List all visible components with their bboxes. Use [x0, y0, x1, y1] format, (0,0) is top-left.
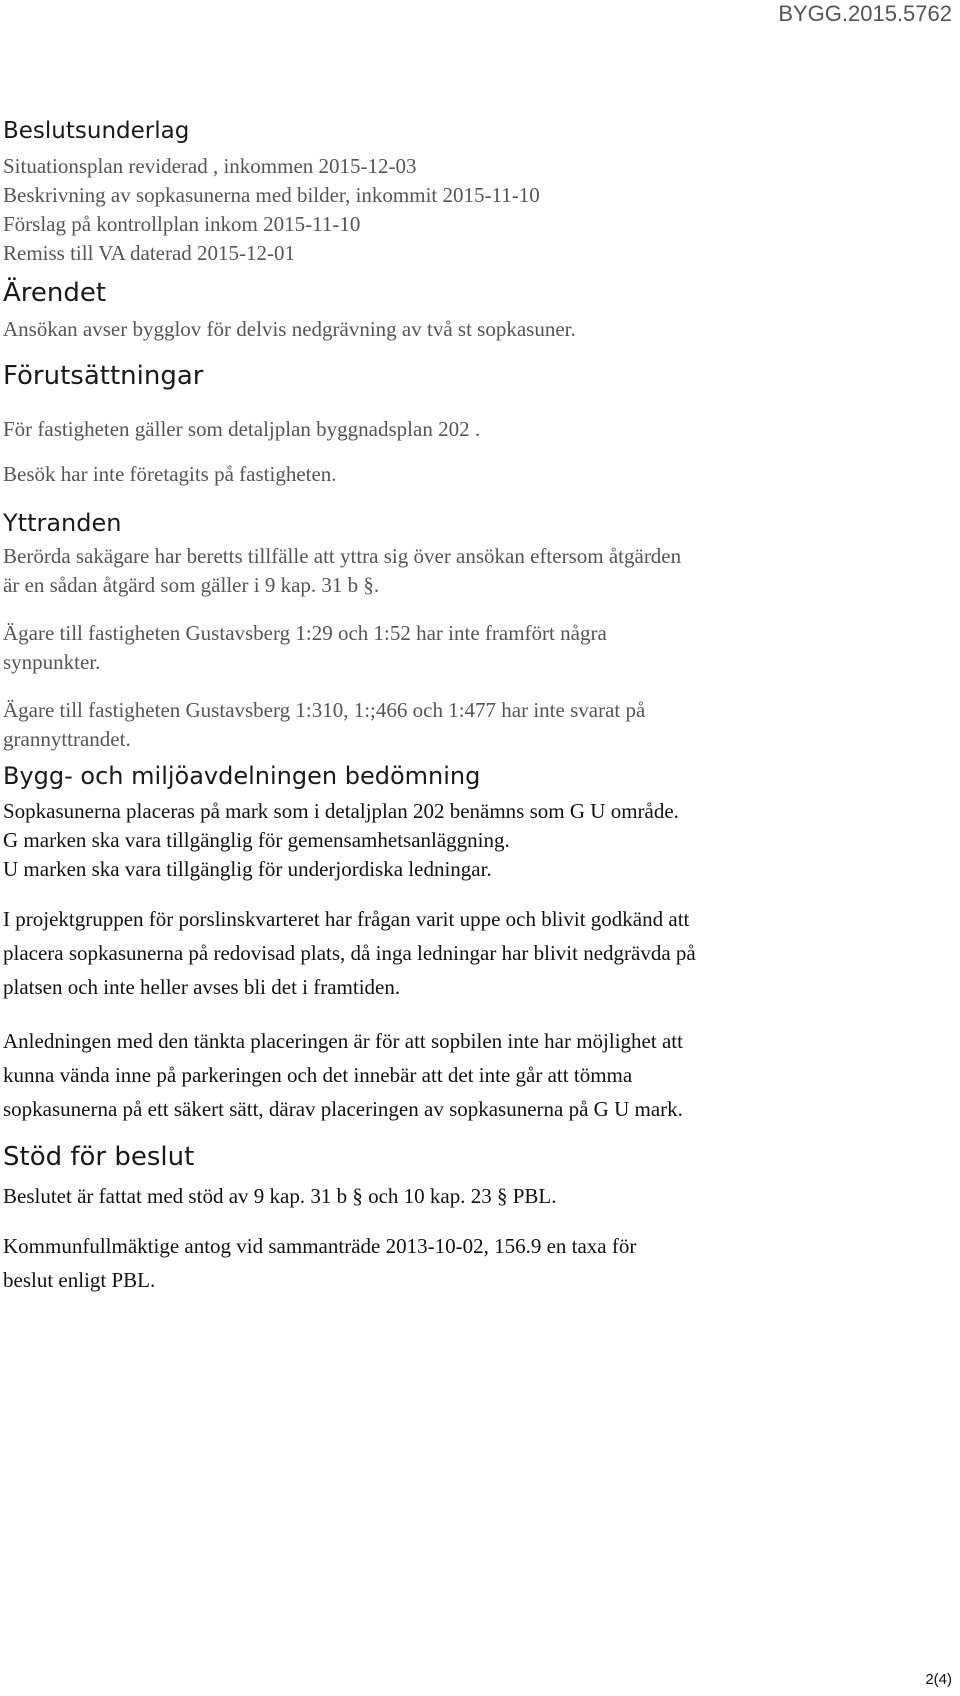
list-item: Situationsplan reviderad , inkommen 2015-12-03 [3, 153, 417, 178]
text-line: synpunkter. [3, 649, 101, 674]
heading-arendet: Ärendet [3, 277, 107, 308]
document-reference: BYGG.2015.5762 [778, 1, 952, 26]
text-line [3, 571, 943, 600]
list-item: Beskrivning av sopkasunerna med bilder, inkommit 2015-11-10 [3, 182, 540, 207]
text-line: Anledningen med den tänkta placeringen är för att sopbilen inte har möjlighet att [3, 1028, 683, 1053]
forutsattningar-text-2: Besök har inte företagits på fastigheten. [3, 461, 337, 486]
text-fragment: PBL. [507, 1183, 557, 1208]
text-line: Ägare till fastigheten Gustavsberg 1:29 och 1:52 har inte framfört några [3, 620, 607, 645]
text-fragment: är en sådan åtgärd som gäller i 9 kap. 31 b [3, 572, 359, 597]
bedomning-paragraph-3 [3, 1024, 943, 1126]
text-line: kunna vända inne på parkeringen och det innebär att det inte går att tömma [3, 1062, 633, 1087]
text-line: Ägare till fastigheten Gustavsberg 1:310, 1:;466 och 1:477 har inte svarat på [3, 697, 646, 722]
section-symbol-icon: § [497, 1183, 508, 1208]
text-line: U marken ska vara tillgänglig för underjordiska ledningar. [3, 856, 492, 881]
text-fragment: Beslutet är fattat med stöd av 9 kap. 31 b [3, 1183, 353, 1208]
text-line: beslut enligt PBL. [3, 1267, 156, 1292]
heading-bedomning: Bygg- och miljöavdelningen bedömning [3, 761, 481, 790]
section-symbol-icon: § [352, 1183, 363, 1208]
forutsattningar-text-1: För fastigheten gäller som detaljplan byggnadsplan 202 . [3, 416, 481, 441]
heading-yttranden: Yttranden [3, 508, 122, 537]
beslutsunderlag-list [3, 152, 943, 268]
yttranden-paragraph-1 [3, 542, 943, 600]
text-fragment: . [373, 572, 380, 597]
yttranden-paragraph-2 [3, 619, 943, 677]
text-line: Berörda sakägare har beretts tillfälle att yttra sig över ansökan eftersom åtgärden [3, 543, 682, 568]
text-line: G marken ska vara tillgänglig för gemensamhetsanläggning. [3, 827, 510, 852]
text-line: Sopkasunerna placeras på mark som i detaljplan 202 benämns som G U område. [3, 798, 679, 823]
heading-stod-for-beslut: Stöd för beslut [3, 1141, 195, 1172]
text-line: I projektgruppen för porslinskvarteret har frågan varit uppe och blivit godkänd att [3, 906, 690, 931]
section-symbol-icon: § [363, 572, 374, 597]
document-body [3, 118, 943, 1297]
text-line: grannyttrandet. [3, 726, 131, 751]
arendet-text: Ansökan avser bygglov för delvis nedgrävning av två st sopkasuner. [3, 316, 576, 341]
bedomning-paragraph-2 [3, 902, 943, 1004]
bedomning-paragraph-1 [3, 797, 943, 884]
heading-beslutsunderlag: Beslutsunderlag [3, 118, 190, 144]
page-number: 2(4) [925, 1671, 952, 1688]
list-item: Förslag på kontrollplan inkom 2015-11-10 [3, 211, 361, 236]
heading-forutsattningar: Förutsättningar [3, 360, 204, 391]
text-fragment: och 10 kap. 23 [362, 1183, 497, 1208]
yttranden-paragraph-3 [3, 696, 943, 754]
stod-paragraph-2 [3, 1229, 943, 1297]
text-line: sopkasunerna på ett säkert sätt, därav placeringen av sopkasunerna på G U mark. [3, 1096, 683, 1121]
list-item: Remiss till VA daterad 2015-12-01 [3, 240, 296, 265]
text-line: placera sopkasunerna på redovisad plats, då inga ledningar har blivit nedgrävda på [3, 940, 696, 965]
text-line: platsen och inte heller avses bli det i framtiden. [3, 974, 401, 999]
text-line: Kommunfullmäktige antog vid sammanträde 2013-10-02, 156.9 en taxa för [3, 1233, 637, 1258]
stod-paragraph-1 [3, 1179, 943, 1213]
